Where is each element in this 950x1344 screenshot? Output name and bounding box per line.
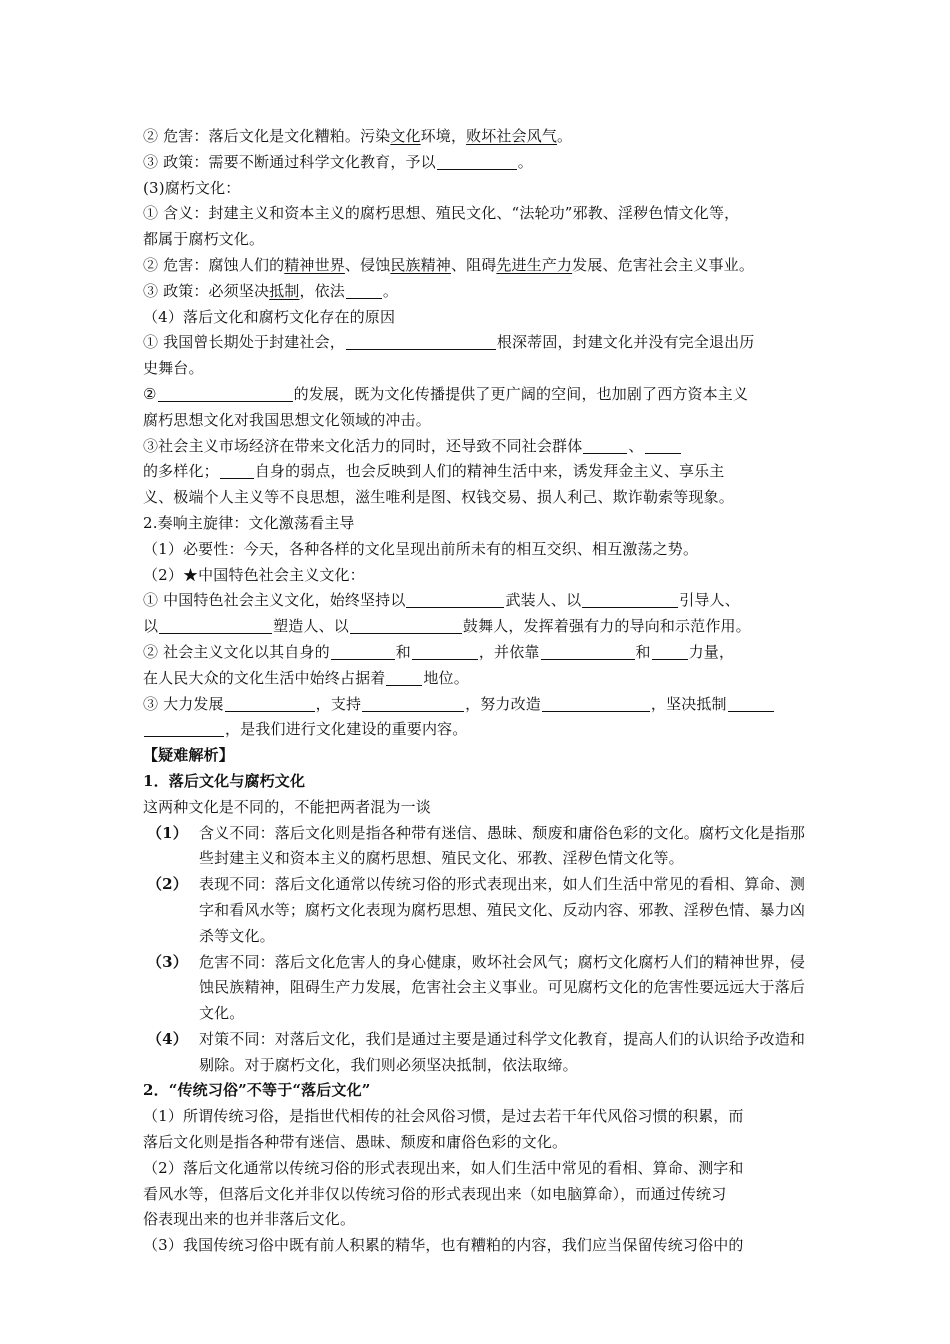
text-line: （2）★中国特色社会主义文化： bbox=[143, 565, 365, 584]
section-heading: 2．“传统习俗”不等于“落后文化” bbox=[143, 1081, 371, 1100]
list-item: （1） 含义不同：落后文化则是指各种带有迷信、愚昧、颓废和庸俗色彩的文化。腐朽文化是指那些封建主义和资本主义的腐朽思想、殖民文化、邪教、淫秽色情文化等。 bbox=[147, 823, 806, 868]
text-line: ③ 政策：需要不断通过科学文化教育，予以 。 bbox=[143, 152, 533, 171]
text-line: 这两种文化是不同的，不能把两者混为一谈 bbox=[143, 797, 431, 816]
text-line: （3）我国传统习俗中既有前人积累的精华，也有糟粕的内容，我们应当保留传统习俗中的 bbox=[143, 1236, 744, 1255]
text-line: 都属于腐朽文化。 bbox=[143, 230, 265, 249]
text-line: 看风水等，但落后文化并非仅以传统习俗的形式表现出来（如电脑算命），而通过传统习 bbox=[143, 1184, 727, 1203]
text-line: （2）落后文化通常以传统习俗的形式表现出来，如人们生活中常见的看相、算命、测字和 bbox=[143, 1158, 744, 1177]
text-line: （1）所谓传统习俗，是指世代相传的社会风俗习惯，是过去若干年代风俗习惯的积累，而 bbox=[143, 1107, 744, 1126]
fill-blank[interactable] bbox=[406, 590, 504, 608]
text-line: ③ 政策：必须坚决抵制，依法 。 bbox=[143, 281, 399, 300]
fill-blank[interactable] bbox=[652, 642, 688, 660]
text-line: 史舞台。 bbox=[143, 359, 204, 378]
fill-blank[interactable] bbox=[386, 668, 422, 686]
fill-blank[interactable] bbox=[582, 590, 678, 608]
text-line: ② 危害：落后文化是文化糟粕。污染文化环境，败坏社会风气。 bbox=[143, 127, 573, 145]
text-line: 义、极端个人主义等不良思想，滋生唯利是图、权钱交易、损人利己、欺诈勒索等现象。 bbox=[143, 488, 734, 507]
fill-blank[interactable] bbox=[728, 694, 774, 712]
text-line: ① 中国特色社会主义文化，始终坚持以 武装人、以 引导人、 bbox=[143, 591, 740, 610]
text-line: （4）落后文化和腐朽文化存在的原因 bbox=[143, 307, 396, 326]
text-line: 在人民大众的文化生活中始终占据着 地位。 bbox=[143, 668, 469, 687]
text-line: （1）必要性：今天，各种各样的文化呈现出前所未有的相互交织、相互激荡之势。 bbox=[143, 539, 699, 558]
fill-blank[interactable] bbox=[541, 642, 635, 660]
fill-blank[interactable] bbox=[158, 384, 293, 402]
list-item: （2） 表现不同：落后文化通常以传统习俗的形式表现出来，如人们生活中常见的看相、算命、测字和看风水等；腐朽文化表现为腐朽思想、殖民文化、反动内容、邪教、淫秽色情、暴力凶杀等文化。 bbox=[147, 875, 806, 945]
text-line: ② 的发展，既为文化传播提供了更广阔的空间，也加剧了西方资本主义 bbox=[143, 384, 749, 403]
fill-blank[interactable] bbox=[331, 642, 395, 660]
text-line: ② 危害：腐蚀人们的精神世界、侵蚀民族精神、阻碍先进生产力发展、危害社会主义事业。 bbox=[143, 255, 754, 274]
text-line: ，是我们进行文化建设的重要内容。 bbox=[143, 717, 818, 743]
text-line: 2.奏响主旋律：文化激荡看主导 bbox=[143, 513, 355, 532]
text-line: ③ 大力发展 ，支持 ，努力改造 ，坚决抵制 bbox=[143, 692, 818, 718]
section-heading: 1．落后文化与腐朽文化 bbox=[143, 771, 306, 790]
text-line: 俗表现出来的也并非落后文化。 bbox=[143, 1210, 356, 1229]
text-line: ③社会主义市场经济在带来文化活力的同时，还导致不同社会群体 、 bbox=[143, 434, 818, 460]
text-line: (3)腐朽文化： bbox=[143, 178, 241, 197]
fill-blank[interactable] bbox=[362, 694, 464, 712]
fill-blank[interactable] bbox=[350, 616, 462, 634]
fill-blank[interactable] bbox=[220, 461, 254, 479]
section-heading: 【疑难解析】 bbox=[143, 746, 234, 765]
fill-blank[interactable] bbox=[437, 152, 517, 170]
fill-blank[interactable] bbox=[542, 694, 650, 712]
list-item: （4） 对策不同：对落后文化，我们是通过主要是通过科学文化教育，提高人们的认识给予改造和剔除。对于腐朽文化，我们则必须坚决抵制，依法取缔。 bbox=[147, 1029, 806, 1074]
text-line: ① 含义：封建主义和资本主义的腐朽思想、殖民文化、“法轮功”邪教、淫秽色情文化等， bbox=[143, 204, 740, 223]
fill-blank[interactable] bbox=[583, 436, 627, 454]
fill-blank[interactable] bbox=[645, 436, 681, 454]
document-page bbox=[143, 124, 818, 1259]
text-line: 腐朽思想文化对我国思想文化领域的冲击。 bbox=[143, 410, 431, 429]
fill-blank[interactable] bbox=[412, 642, 478, 660]
fill-blank[interactable] bbox=[159, 616, 272, 634]
text-line: 的多样化； 自身的弱点，也会反映到人们的精神生活中来，诱发拜金主义、享乐主 bbox=[143, 462, 725, 481]
text-line: ① 我国曾长期处于封建社会， 根深蒂固，封建文化并没有完全退出历 bbox=[143, 333, 755, 352]
text-line: 落后文化则是指各种带有迷信、愚昧、颓废和庸俗色彩的文化。 bbox=[143, 1133, 568, 1152]
list-item: （3） 危害不同：落后文化危害人的身心健康，败坏社会风气；腐朽文化腐朽人们的精神世界，侵蚀民族精神，阻碍生产力发展，危害社会主义事业。可见腐朽文化的危害性要远远大于落后文化。 bbox=[147, 952, 806, 1023]
text-line: 以 塑造人、以 鼓舞人，发挥着强有力的导向和示范作用。 bbox=[143, 617, 751, 636]
fill-blank[interactable] bbox=[346, 332, 496, 350]
fill-blank[interactable] bbox=[225, 694, 315, 712]
fill-blank[interactable] bbox=[346, 281, 382, 299]
fill-blank[interactable] bbox=[144, 719, 224, 737]
text-line: ② 社会主义文化以其自身的 和 ，并依靠 和 力量， bbox=[143, 642, 735, 661]
